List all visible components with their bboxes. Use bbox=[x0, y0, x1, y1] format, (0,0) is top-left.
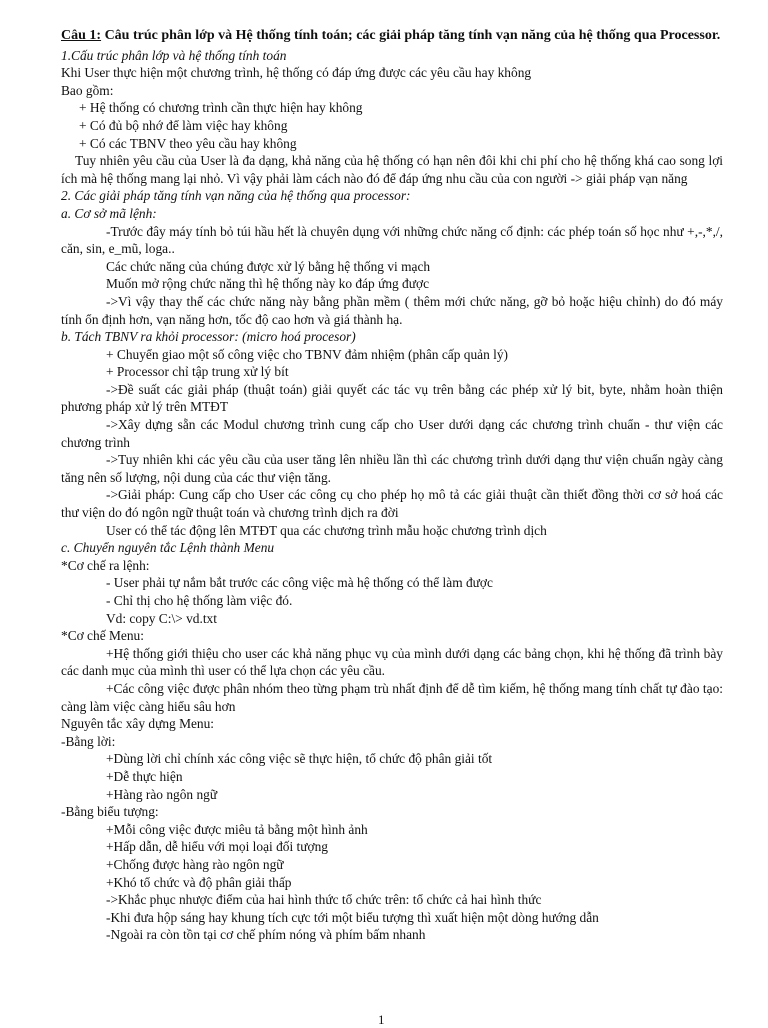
text-line: Tuy nhiên yêu cầu của User là đa dạng, khả năng của hệ thống có hạn nên đôi khi chi phí cho hệ thống khá cao song lợi ích mà hệ thống mang lại nhỏ. Vì vậy phải làm cách nào đó để đáp ứng nhu cầu của con người -> giải pháp vạn năng bbox=[61, 153, 723, 186]
text-line: Khi User thực hiện một chương trình, hệ thống có đáp ứng được các yêu cầu hay không bbox=[61, 65, 532, 81]
text-line: -Bằng biểu tượng: bbox=[61, 804, 159, 820]
text-line: +Hàng rào ngôn ngữ bbox=[106, 786, 218, 802]
page-number: 1 bbox=[378, 1012, 385, 1027]
text-line: Các chức năng của chúng được xử lý bằng hệ thống vi mạch bbox=[106, 258, 431, 274]
text-line: -Trước đây máy tính bỏ túi hầu hết là chuyên dụng với những chức năng cố định: các phép toán số học như +,-,*,/, căn, sin, e_mũ, loga.. bbox=[61, 223, 723, 257]
text-line: Bao gồm: bbox=[61, 82, 114, 98]
section-heading: 1.Cấu trúc phân lớp và hệ thống tính toán bbox=[61, 47, 287, 63]
text-line: +Mỗi công việc được miêu tả bằng một hình ảnh bbox=[106, 821, 368, 837]
text-line: - Chỉ thị cho hệ thống làm việc đó. bbox=[106, 593, 293, 608]
text-line: +Hệ thống giới thiệu cho user các khả năng phục vụ của mình dưới dạng các bảng chọn, khi hệ thống đã trình bày các danh mục của mình thì user có thể lựa chọn các yêu cầu. bbox=[61, 645, 723, 679]
text-line: + Chuyển giao một số công việc cho TBNV đảm nhiệm (phân cấp quản lý) bbox=[106, 346, 508, 362]
text-line: ->Vì vậy thay thế các chức năng này bằng phần mềm ( thêm mới chức năng, gỡ bỏ hoặc hiệu chỉnh) do đó máy tính ổn định hơn, vạn năng hơn, tốc độ cao hơn và giá thành hạ. bbox=[61, 293, 723, 327]
question-title: Câu trúc phân lớp và Hệ thống tính toán; các giải pháp tăng tính vạn năng của hệ thống qua Processor. bbox=[101, 28, 721, 43]
text-line: + Có đủ bộ nhớ để làm việc hay không bbox=[79, 117, 288, 133]
text-line: +Dễ thực hiện bbox=[106, 768, 183, 784]
section-heading: b. Tách TBNV ra khỏi processor: (micro hoá procesor) bbox=[61, 329, 356, 345]
text-line: - User phải tự nắm bắt trước các công việc mà hệ thống có thể làm được bbox=[106, 575, 493, 591]
text-line: -Bằng lời: bbox=[61, 733, 116, 749]
section-heading: a. Cơ sở mã lệnh: bbox=[61, 205, 157, 221]
text-line: Muốn mở rộng chức năng thì hệ thống này ko đáp ứng được bbox=[106, 276, 430, 292]
document-lines bbox=[61, 47, 723, 944]
text-line: User có thể tác động lên MTĐT qua các chương trình mẫu hoặc chương trình dịch bbox=[106, 522, 547, 538]
text-line: +Chống được hàng rào ngôn ngữ bbox=[106, 856, 284, 872]
document-body bbox=[61, 27, 723, 944]
question-label: Câu 1: bbox=[61, 28, 102, 43]
text-line: ->Khắc phục nhược điểm của hai hình thức tổ chức trên: tổ chức cả hai hình thức bbox=[106, 892, 542, 908]
text-line: +Hấp dẫn, dễ hiểu với mọi loại đối tượng bbox=[106, 839, 328, 855]
text-line: +Các công việc được phân nhóm theo từng phạm trù nhất định để dễ tìm kiếm, hệ thống mang tính chất tự đào tạo: càng làm việc càng hiểu sâu hơn bbox=[61, 680, 723, 714]
section-heading: 2. Các giải pháp tăng tính vạn năng của hệ thống qua processor: bbox=[61, 188, 411, 204]
text-line: + Có các TBNV theo yêu cầu hay không bbox=[79, 135, 297, 151]
text-line: + Hệ thống có chương trình cần thực hiện hay không bbox=[79, 100, 363, 116]
text-line: -Khi đưa hộp sáng hay khung tích cực tới một biểu tượng thì xuất hiện một dòng hướng dẫn bbox=[106, 909, 599, 925]
text-line: ->Đề suất các giải pháp (thuật toán) giải quyết các tác vụ trên bằng các phép xử lý bit, byte, nhằm hoàn thiện phương pháp xử lý trên MTĐT bbox=[61, 381, 723, 415]
text-line: ->Xây dựng sẵn các Modul chương trình cung cấp cho User dưới dạng các chương trình chuẩn - thư viện các chương trình bbox=[61, 417, 723, 450]
question-heading bbox=[61, 27, 723, 45]
text-line: +Khó tổ chức và độ phân giải thấp bbox=[106, 874, 292, 890]
text-line: +Dùng lời chỉ chính xác công việc sẽ thực hiện, tổ chức độ phân giải tốt bbox=[106, 751, 493, 767]
text-line: + Processor chỉ tập trung xử lý bít bbox=[106, 364, 289, 380]
text-line: Nguyên tắc xây dựng Menu: bbox=[61, 716, 215, 732]
text-line: ->Giải pháp: Cung cấp cho User các công cụ cho phép họ mô tả các giải thuật cần thiết đồng thời cơ sở hoá các thư viện do đó ngôn ngữ thuật toán và chương trình dịch ra đời bbox=[61, 487, 723, 521]
text-line: ->Tuy nhiên khi các yêu cầu của user tăng lên nhiều lần thì các chương trình dưới dạng thư viện chuẩn ngày càng tăng nên số lượng, nội dung của các thư viện tăng. bbox=[61, 452, 723, 485]
text-line: *Cơ chế Menu: bbox=[61, 628, 144, 644]
section-heading: c. Chuyển nguyên tắc Lệnh thành Menu bbox=[61, 540, 275, 556]
text-line: Vd: copy C:\> vd.txt bbox=[106, 610, 217, 626]
text-line: -Ngoài ra còn tồn tại cơ chế phím nóng và phím bấm nhanh bbox=[106, 927, 426, 943]
text-line: *Cơ chế ra lệnh: bbox=[61, 557, 150, 573]
